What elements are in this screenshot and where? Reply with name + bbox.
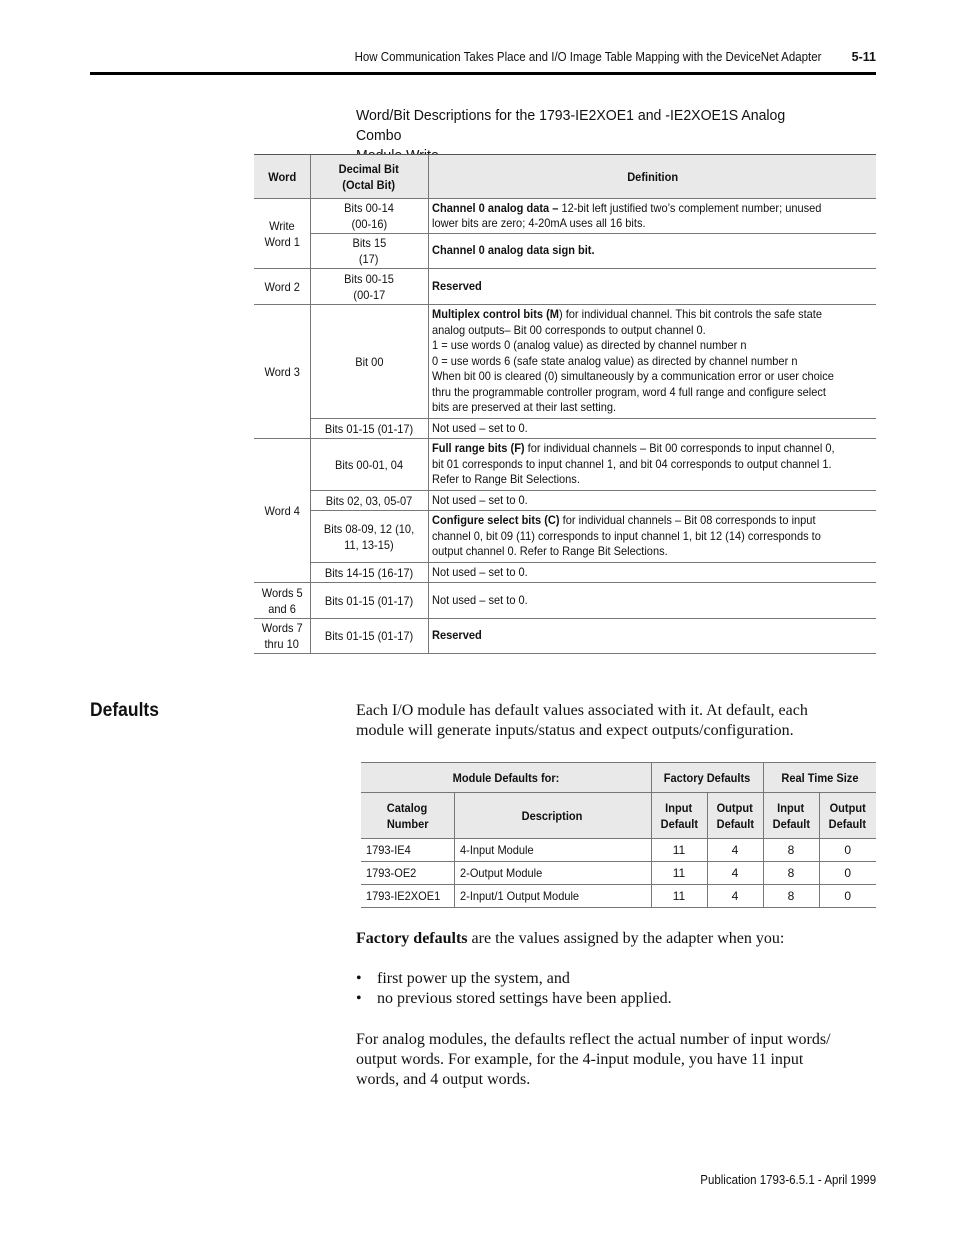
table-row (254, 491, 876, 511)
bit-cell: Bits 00-14 (00-16) (310, 199, 428, 234)
definition-cell: Not used – set to 0. (428, 583, 876, 619)
header-bit: Decimal Bit (Octal Bit) (310, 155, 428, 199)
bit-cell: Bits 15 (17) (310, 234, 428, 269)
definition-cell: Multiplex control bits (M) for individual channel. This bit controls the safe state analog outputs– Bit 00 corresponds to output channel 0. 1 = use words 0 (analog value) as directed by channel number n 0 = use words 6 (safe state analog value) as directed by channel number n When bit 00 is cleared (0) simultaneously by a communication error or user choice thru the programmable controller program, word 4 full range and configure select bits are preserved at their last setting. (428, 305, 876, 419)
table-row: 1793-OE2 2-Output Module 11 4 8 0 (361, 862, 876, 885)
word-cell: Word 2 (254, 269, 310, 305)
defaults-intro-paragraph: Each I/O module has default values associated with it. At default, each module will generate inputs/status and expect outputs/configuration. (356, 702, 808, 739)
word-bit-table (254, 154, 876, 654)
table-row (254, 439, 876, 491)
definition-cell: Not used – set to 0. (428, 491, 876, 511)
header-rule (90, 72, 876, 75)
bit-cell: Bits 00-15 (00-17 (310, 269, 428, 305)
table-caption: Word/Bit Descriptions for the 1793-IE2XOE1 and -IE2XOE1S Analog Combo (356, 107, 786, 144)
publication-footer: Publication 1793-6.5.1 - April 1999 (700, 1173, 876, 1187)
bullet-icon: • (356, 990, 362, 1007)
word-cell: Words 7 thru 10 (254, 619, 310, 654)
definition-cell: Channel 0 analog data sign bit. (428, 234, 876, 269)
definition-cell: Reserved (428, 269, 876, 305)
table-row (254, 419, 876, 439)
page-number: 5-11 (851, 50, 876, 64)
table-row (254, 563, 876, 583)
bit-cell: Bit 00 (310, 305, 428, 419)
header-factory-input: Input Default (651, 793, 707, 839)
table-row: 1793-IE2XOE1 2-Input/1 Output Module 11 4 8 0 (361, 885, 876, 908)
header-definition: Definition (428, 155, 876, 199)
header-factory-output: Output Default (707, 793, 763, 839)
table-row (254, 199, 876, 234)
header-realtime-input: Input Default (763, 793, 819, 839)
module-defaults-table (361, 762, 876, 908)
table-group-header-row (361, 763, 876, 793)
header-word: Word (254, 155, 310, 199)
table-row: 1793-IE4 4-Input Module 11 4 8 0 (361, 839, 876, 862)
word-cell: Word 3 (254, 305, 310, 439)
definition-cell: Channel 0 analog data – 12-bit left justified two’s complement number; unused lower bits are zero; 4-20mA uses all 16 bits. (428, 199, 876, 234)
table-row (254, 269, 876, 305)
header-factory-defaults: Factory Defaults (651, 763, 763, 793)
bit-cell: Bits 01-15 (01-17) (310, 583, 428, 619)
bullet-icon: • (356, 970, 362, 987)
definition-cell: Not used – set to 0. (428, 419, 876, 439)
section-heading-defaults: Defaults (90, 700, 159, 721)
definition-cell: Configure select bits (C) for individual channels – Bit 08 corresponds to input channel 0, bit 09 (11) corresponds to input channel 1, bit 12 (14) corresponds to output channel 0. Refer to Range Bit Selections. (428, 511, 876, 563)
header-title: How Communication Takes Place and I/O Image Table Mapping with the DeviceNet Adapter (354, 50, 821, 64)
running-header (90, 50, 876, 70)
table-row (254, 234, 876, 269)
definition-cell: Full range bits (F) for individual channels – Bit 00 corresponds to input channel 0, bit 01 corresponds to input channel 1, and bit 04 corresponds to output channel 1. Refer to Range Bit Selections. (428, 439, 876, 491)
table-header-row (254, 155, 876, 199)
table-row (254, 619, 876, 654)
word-cell: Write Word 1 (254, 199, 310, 269)
header-catalog: Catalog Number (361, 793, 454, 839)
bit-cell: Bits 08-09, 12 (10, 11, 13-15) (310, 511, 428, 563)
table-row (254, 305, 876, 419)
bit-cell: Bits 01-15 (01-17) (310, 619, 428, 654)
bit-cell: Bits 00-01, 04 (310, 439, 428, 491)
bit-cell: Bits 02, 03, 05-07 (310, 491, 428, 511)
header-module-defaults: Module Defaults for: (361, 763, 651, 793)
bit-cell: Bits 01-15 (01-17) (310, 419, 428, 439)
factory-defaults-paragraph: Factory defaults are the values assigned by the adapter when you: (356, 930, 785, 947)
analog-defaults-paragraph: For analog modules, the defaults reflect the actual number of input words/ output words. For example, for the 4-input module, you have 11 input words, and 4 output words. (356, 1031, 831, 1088)
header-real-time-size: Real Time Size (763, 763, 876, 793)
table-row (254, 511, 876, 563)
bit-cell: Bits 14-15 (16-17) (310, 563, 428, 583)
word-cell: Word 4 (254, 439, 310, 583)
definition-cell: Not used – set to 0. (428, 563, 876, 583)
header-description: Description (454, 793, 651, 839)
table-header-row (361, 793, 876, 839)
table-row (254, 583, 876, 619)
word-cell: Words 5 and 6 (254, 583, 310, 619)
definition-cell: Reserved (428, 619, 876, 654)
header-realtime-output: Output Default (819, 793, 876, 839)
